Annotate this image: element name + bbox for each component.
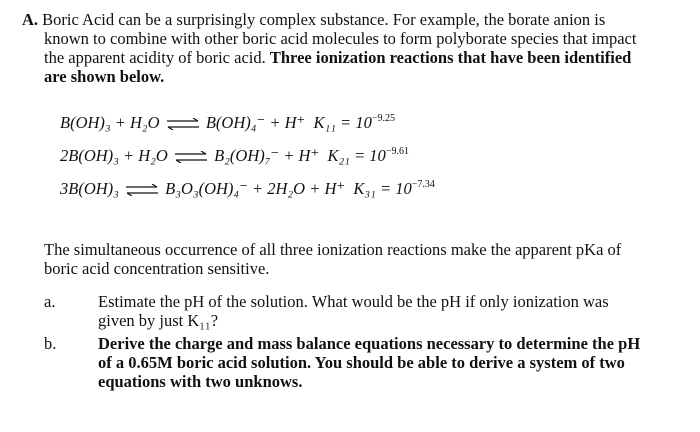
intro-paragraph: [22, 10, 694, 86]
equation-1-rhs: B(OH)₄⁻ + H⁺: [205, 113, 306, 132]
para2-line-2: boric acid concentration sensitive.: [44, 259, 270, 278]
equilibrium-arrow-icon: [165, 118, 201, 130]
question-a-label: a.: [44, 292, 56, 311]
para2-line-1: The simultaneous occurrence of all three ionization reactions make the apparent pKa of: [44, 240, 622, 259]
intro-line-1: Boric Acid can be a surprisingly complex substance. For example, the borate anion is: [42, 10, 606, 29]
equilibrium-arrow-icon: [124, 184, 160, 196]
equation-2-rhs: B₂(OH)₇⁻ + H⁺: [214, 146, 320, 165]
equation-3: [60, 179, 435, 199]
question-a-line-2: given by just K₁₁?: [98, 311, 219, 330]
question-b-line-1: Derive the charge and mass balance equations necessary to determine the pH: [98, 334, 641, 353]
equilibrium-arrow-icon: [173, 151, 209, 163]
equation-1-lhs: B(OH)₃ + H₂O: [60, 113, 160, 132]
intro-line-3: [22, 48, 694, 67]
question-b-line-3: equations with two unknows.: [98, 372, 303, 391]
intro-line-4: are shown below.: [44, 67, 165, 86]
section-label: A.: [22, 10, 39, 29]
equation-2: [60, 146, 409, 166]
question-a-line-1: Estimate the pH of the solution. What would be the pH if only ionization was: [98, 292, 609, 311]
equation-3-rhs: B₃O₃(OH)₄⁻ + 2H₂O + H⁺: [165, 179, 346, 198]
intro-line-2: known to combine with other boric acid molecules to form polyborate species that impact: [44, 29, 637, 48]
question-b-text: [98, 334, 694, 391]
equation-1-k: K₁₁ = 10: [313, 113, 372, 132]
equation-1: [60, 113, 395, 133]
equation-3-exponent: −7.34: [411, 179, 435, 190]
intro-line-3-plain: the apparent acidity of boric acid.: [44, 48, 270, 67]
question-a-text: [98, 292, 694, 330]
equation-2-lhs: 2B(OH)₃ + H₂O: [60, 146, 168, 165]
equation-3-lhs: 3B(OH)₃: [60, 179, 119, 198]
equation-3-k: K₃₁ = 10: [353, 179, 412, 198]
equation-2-k: K₂₁ = 10: [327, 146, 386, 165]
question-b-line-2: of a 0.65M boric acid solution. You should be able to derive a system of two: [98, 353, 625, 372]
equation-2-exponent: −9.61: [385, 146, 409, 157]
question-b-label: b.: [44, 334, 57, 353]
equation-1-exponent: −9.25: [371, 113, 395, 124]
concentration-paragraph: [44, 240, 694, 278]
intro-line-3-bold: Three ionization reactions that have been identified: [269, 48, 632, 67]
